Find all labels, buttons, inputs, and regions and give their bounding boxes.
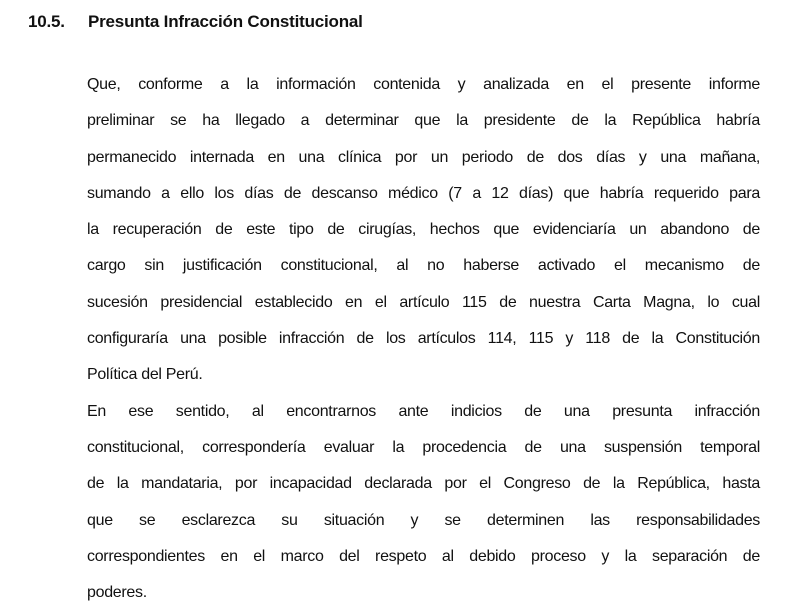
paragraph-line: preliminar se ha llegado a determinar que la presidente de la República habría [87, 112, 760, 130]
paragraph-line: permanecido internada en una clínica por un periodo de dos días y una mañana, [87, 148, 760, 166]
paragraph-1 [87, 67, 760, 394]
paragraph-line: constitucional, correspondería evaluar la procedencia de una suspensión temporal [87, 438, 760, 456]
paragraph-line: cargo sin justificación constitucional, al no haberse activado el mecanismo de [87, 257, 760, 275]
paragraph-line: correspondientes en el marco del respeto al debido proceso y la separación de [87, 547, 760, 565]
paragraph-2 [87, 394, 760, 612]
paragraph-line: configuraría una posible infracción de los artículos 114, 115 y 118 de la Constitución [87, 330, 760, 348]
section-number: 10.5. [28, 12, 65, 31]
paragraph-line: Política del Perú. [87, 366, 203, 384]
paragraph-line: En ese sentido, al encontrarnos ante indicios de una presunta infracción [87, 402, 760, 420]
paragraph-line: la recuperación de este tipo de cirugías, hechos que evidenciaría un abandono de [87, 221, 760, 239]
paragraph-line: sucesión presidencial establecido en el artículo 115 de nuestra Carta Magna, lo cual [87, 293, 760, 311]
section-title: Presunta Infracción Constitucional [88, 12, 363, 31]
paragraph-line: de la mandataria, por incapacidad declarada por el Congreso de la República, hasta [87, 475, 760, 493]
paragraph-line: poderes. [87, 584, 147, 602]
paragraph-line: Que, conforme a la información contenida y analizada en el presente informe [87, 76, 760, 93]
section-heading [28, 10, 363, 34]
section-body [87, 67, 760, 611]
paragraph-line: sumando a ello los días de descanso médico (7 a 12 días) que habría requerido para [87, 184, 760, 202]
paragraph-line: que se esclarezca su situación y se determinen las responsabilidades [87, 511, 760, 529]
